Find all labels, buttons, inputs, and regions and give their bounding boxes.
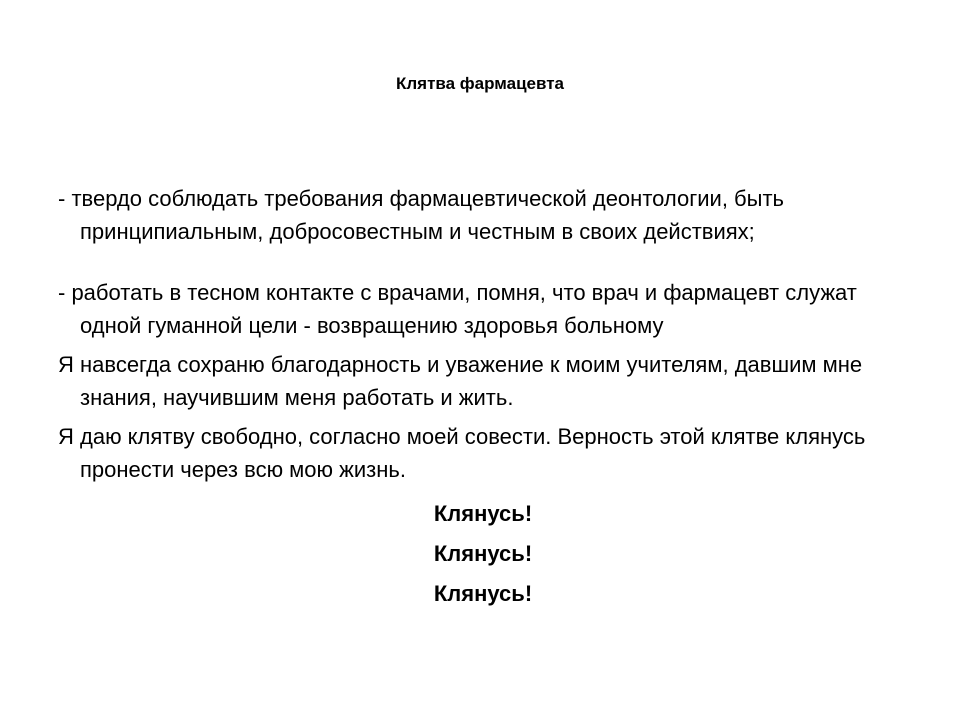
oath-paragraph-conscience: Я даю клятву свободно, согласно моей совести. Верность этой клятве клянусь пронести через всю мою жизнь. [58, 424, 866, 482]
slide-body [58, 182, 908, 620]
oath-exclamation: Клянусь! [433, 541, 533, 566]
oath-paragraph-doctors: - работать в тесном контакте с врачами, помня, что врач и фармацевт служат одной гуманной цели - возвращению здоровья больному [58, 280, 857, 338]
oath-exclamation: Клянусь! [433, 581, 533, 606]
slide-title: Клятва фармацевта [395, 74, 565, 93]
oath-exclamation: Клянусь! [433, 501, 533, 526]
oath-paragraph-teachers: Я навсегда сохраню благодарность и уважение к моим учителям, давшим мне знания, научившим меня работать и жить. [58, 352, 863, 410]
oath-paragraph-deontology: - твердо соблюдать требования фармацевтической деонтологии, быть принципиальным, добросовестным и честным в своих действиях; [58, 186, 784, 244]
